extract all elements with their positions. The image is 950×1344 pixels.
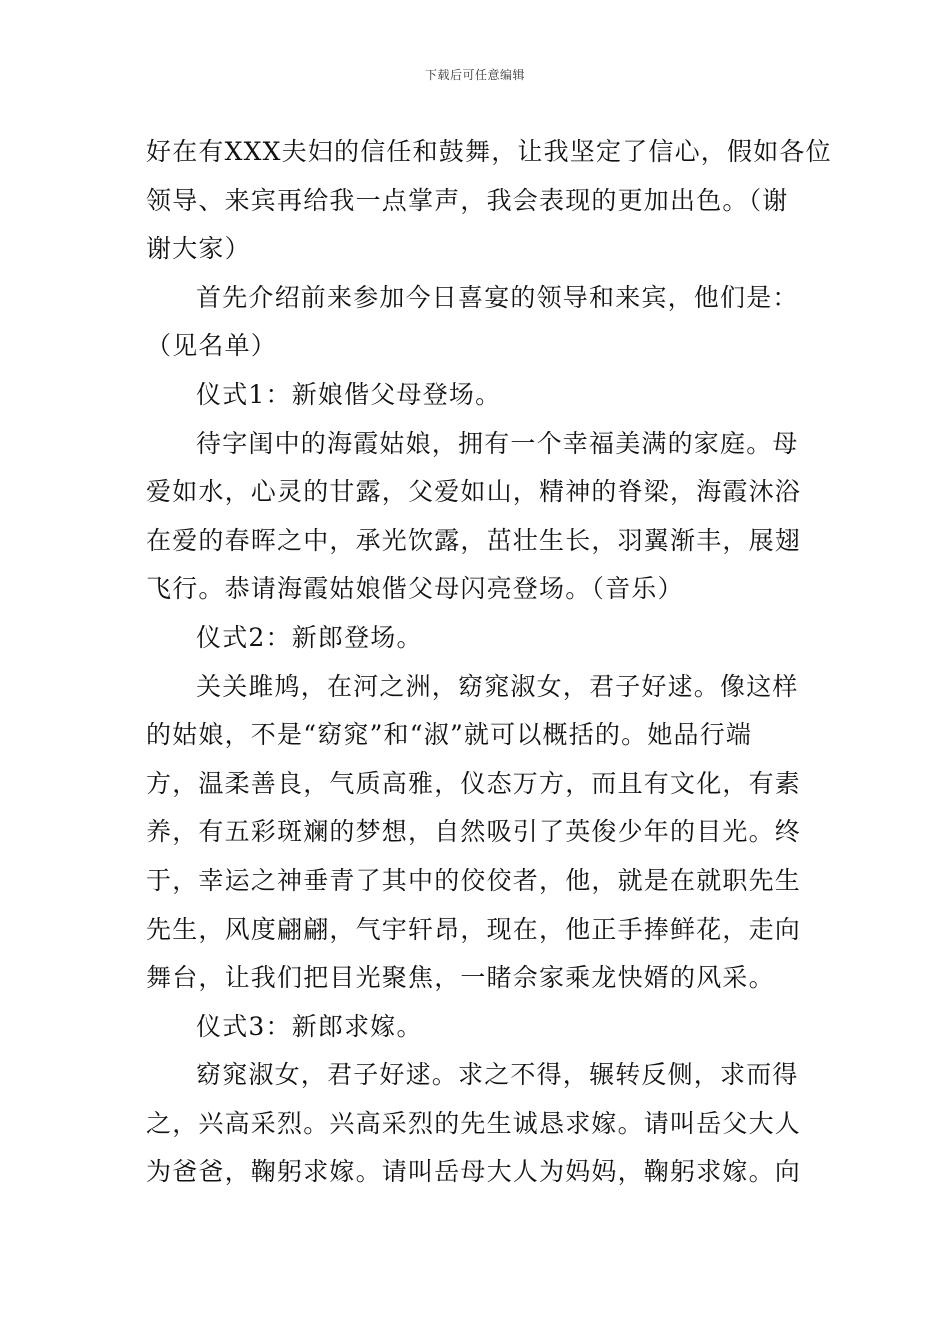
text-line: 先生，风度翩翩，气宇轩昂，现在，他正手捧鲜花，走向 [146,914,802,944]
page-header: 下载后可任意编辑 [424,68,525,82]
ceremony-heading-3: 仪式3：新郎求嫁。 [196,1011,423,1041]
text-line: 养，有五彩斑斓的梦想，自然吸引了英俊少年的目光。终 [146,817,802,847]
text-line: 的姑娘，不是“窈窕”和“淑”就可以概括的。她品行端 [146,720,753,750]
text-line: 爱如水，心灵的甘露，父爱如山，精神的脊梁，海霞沐浴 [146,477,802,507]
paragraph-start: 待字闺中的海霞姑娘，拥有一个幸福美满的家庭。母 [196,428,799,458]
text-line: 好在有XXX夫妇的信任和鼓舞，让我坚定了信心，假如各位 [146,137,832,166]
paragraph-start: 窈窕淑女，君子好逑。求之不得，辗转反侧，求而得 [196,1060,799,1090]
text-line: 于，幸运之神垂青了其中的佼佼者，他，就是在就职先生 [146,865,802,895]
text-line: 舞台，让我们把目光聚焦，一睹佘家乘龙快婿的风采。 [146,963,775,993]
text-line: 方，温柔善良，气质高雅，仪态万方，而且有文化，有素 [146,768,802,798]
document-body [146,128,832,1197]
text-line: 为爸爸，鞠躬求嫁。请叫岳母大人为妈妈，鞠躬求嫁。向 [146,1157,802,1187]
text-line: 在爱的春晖之中，承光饮露，茁壮生长，羽翼渐丰，展翅 [146,525,802,555]
paragraph-start: 关关雎鸠，在河之洲，窈窕淑女，君子好逑。像这样 [196,671,799,701]
text-line: 谢大家） [146,234,251,264]
text-line: 之，兴高采烈。兴高采烈的先生诚恳求嫁。请叫岳父大人 [146,1108,802,1138]
ceremony-heading-2: 仪式2：新郎登场。 [196,622,423,652]
text-line: 飞行。恭请海霞姑娘偕父母闪亮登场。（音乐） [146,574,684,604]
paragraph-start: 首先介绍前来参加今日喜宴的领导和来宾，他们是： [196,282,799,312]
text-line: （见名单） [146,331,278,361]
ceremony-heading-1: 仪式1：新娘偕父母登场。 [196,379,502,409]
text-line: 领导、来宾再给我一点掌声，我会表现的更加出色。（谢 [146,185,789,215]
